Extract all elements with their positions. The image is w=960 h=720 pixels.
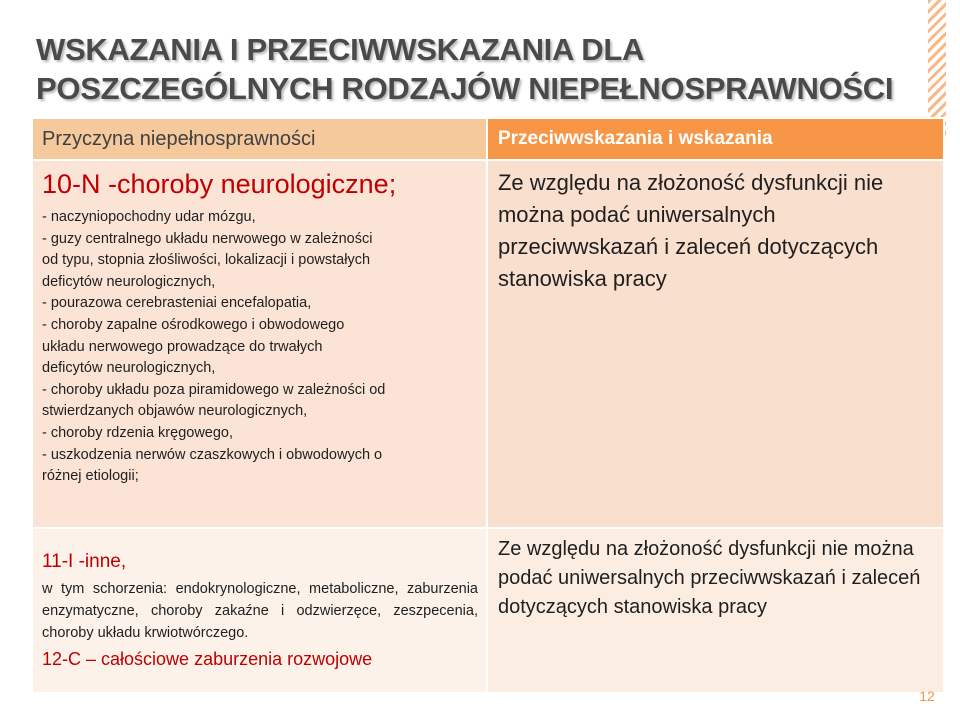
list-item: - guzy centralnego układu nerwowego w zależności [42,230,373,247]
cell-recommendation-2 [487,528,944,693]
corner-decoration-stripes [928,0,946,136]
neurological-list [42,207,478,488]
section-title-12c: 12-C – całościowe zaburzenia rozwojowe [42,649,373,669]
table-row [32,528,944,693]
slide-title: WSKAZANIA I PRZECIWWSKAZANIA DLA POSZCZEGÓLNYCH RODZAJÓW NIEPEŁNOSPRAWNOŚCI [36,32,894,106]
list-item: - choroby zapalne ośrodkowego i obwodowego [42,316,345,333]
table-header-row [32,118,944,160]
header-contraindications: Przeciwwskazania i wskazania [487,118,944,160]
list-item: - naczyniopochodny udar mózgu, [42,209,256,225]
cell-recommendation-1 [487,160,944,528]
recommendation-text-1: Ze względu na złożoność dysfunkcji nie można podać uniwersalnych przeciwwskazań i zaleceń dotyczących stanowiska pracy [497,170,884,291]
section-title-11i-main: 11-I -inne [42,551,121,572]
list-item: - uszkodzenia nerwów czaszkowych i obwodowych o [42,446,383,463]
section-title-10n [42,168,478,201]
list-item: układu nerwowego prowadzące do trwałych [42,338,323,355]
other-diseases-text: w tym schorzenia: endokrynologiczne, metaboliczne, zaburzenia enzymatyczne, choroby zakaźne i odzwierzęce, zeszpecenia, choroby układu krwiotwórczego. [42,581,478,641]
table-row [32,160,944,528]
list-item: - choroby układu poza piramidowego w zależności od [42,381,386,398]
recommendation-text-2: Ze względu na złożoność dysfunkcji nie można podać uniwersalnych przeciwwskazań i zaleceń dotyczących stanowiska pracy [497,538,921,618]
list-item: od typu, stopnia złośliwości, lokalizacji i powstałych [42,252,371,269]
list-item: - choroby rdzenia kręgowego, [42,424,234,441]
section-title-11i-suffix: , [120,551,127,572]
list-item: - pourazowa cerebrasteniai encefalopatia, [42,295,312,312]
section-title-10n-main: 10-N -choroby neurologiczne [42,169,389,199]
cell-neurological-diseases [32,160,487,528]
section-title-11i [42,550,478,574]
section-title-10n-suffix: ; [388,169,397,199]
header-cause: Przyczyna niepełnosprawności [32,118,487,160]
list-item: deficytów neurologicznych, [42,273,216,290]
list-item: deficytów neurologicznych, [42,360,216,377]
list-item: różnej etiologii; [42,468,139,485]
indications-table [31,117,945,694]
cell-other-diseases [32,528,487,693]
list-item: stwierdzanych objawów neurologicznych, [42,403,308,420]
slide-number: 12 [919,688,935,704]
